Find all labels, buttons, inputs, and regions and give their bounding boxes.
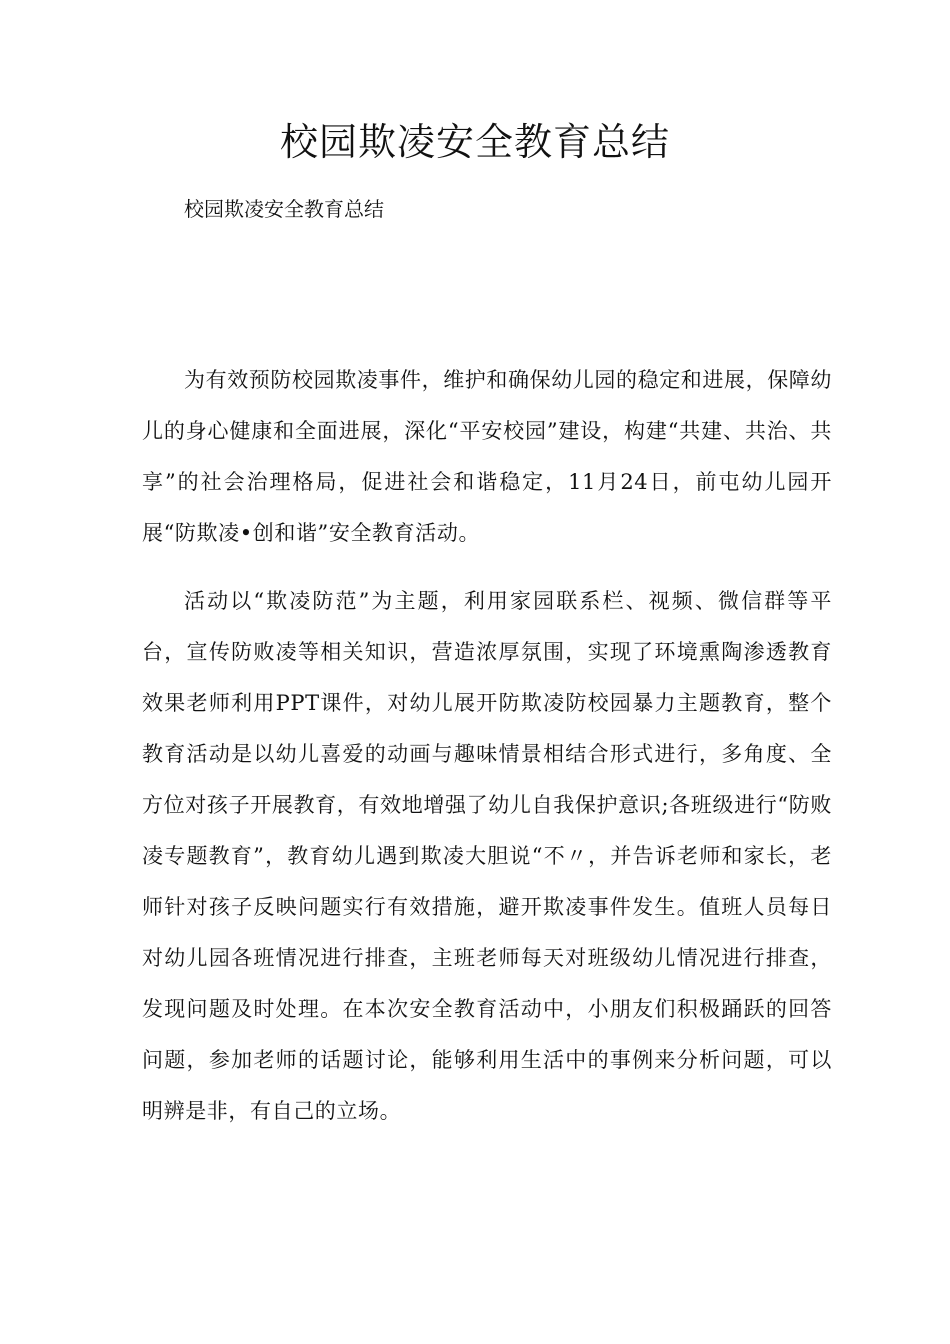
document-subtitle: 校园欺凌安全教育总结 bbox=[184, 197, 384, 221]
body-paragraph-2: 活动以“欺凌防范”为主题，利用家园联系栏、视频、微信群等平台，宣传防败凌等相关知识，营造浓厚氛围，实现了环境熏陶渗透教育效果老师利用PPT课件，对幼儿展开防欺凌防校园暴力主题教育，整个教育活动是以幼儿喜爱的动画与趣味情景相结合形式进行，多角度、全方位对孩子开展教育，有效地增强了幼儿自我保护意识;各班级进行“防败凌专题教育”，教育幼儿遇到欺凌大胆说“不〃，并告诉老师和家长，老师针对孩子反映问题实行有效措施，避开欺凌事件发生。值班人员每日对幼儿园各班情况进行排查，主班老师每天对班级幼儿情况进行排查，发现问题及时处理。在本次安全教育活动中，小朋友们积极踊跃的回答问题，参加老师的话题讨论，能够利用生活中的事例来分析问题，可以明辨是非，有自己的立场。 bbox=[142, 589, 832, 1123]
body-paragraph-1: 为有效预防校园欺凌事件，维护和确保幼儿园的稳定和进展，保障幼儿的身心健康和全面进展，深化“平安校园”建设，构建“共建、共治、共享”的社会治理格局，促进社会和谐稳定，11月24日，前屯幼儿园开展“防欺凌•创和谐”安全教育活动。 bbox=[142, 368, 832, 545]
document-title: 校园欺凌安全教育总结 bbox=[279, 120, 670, 164]
